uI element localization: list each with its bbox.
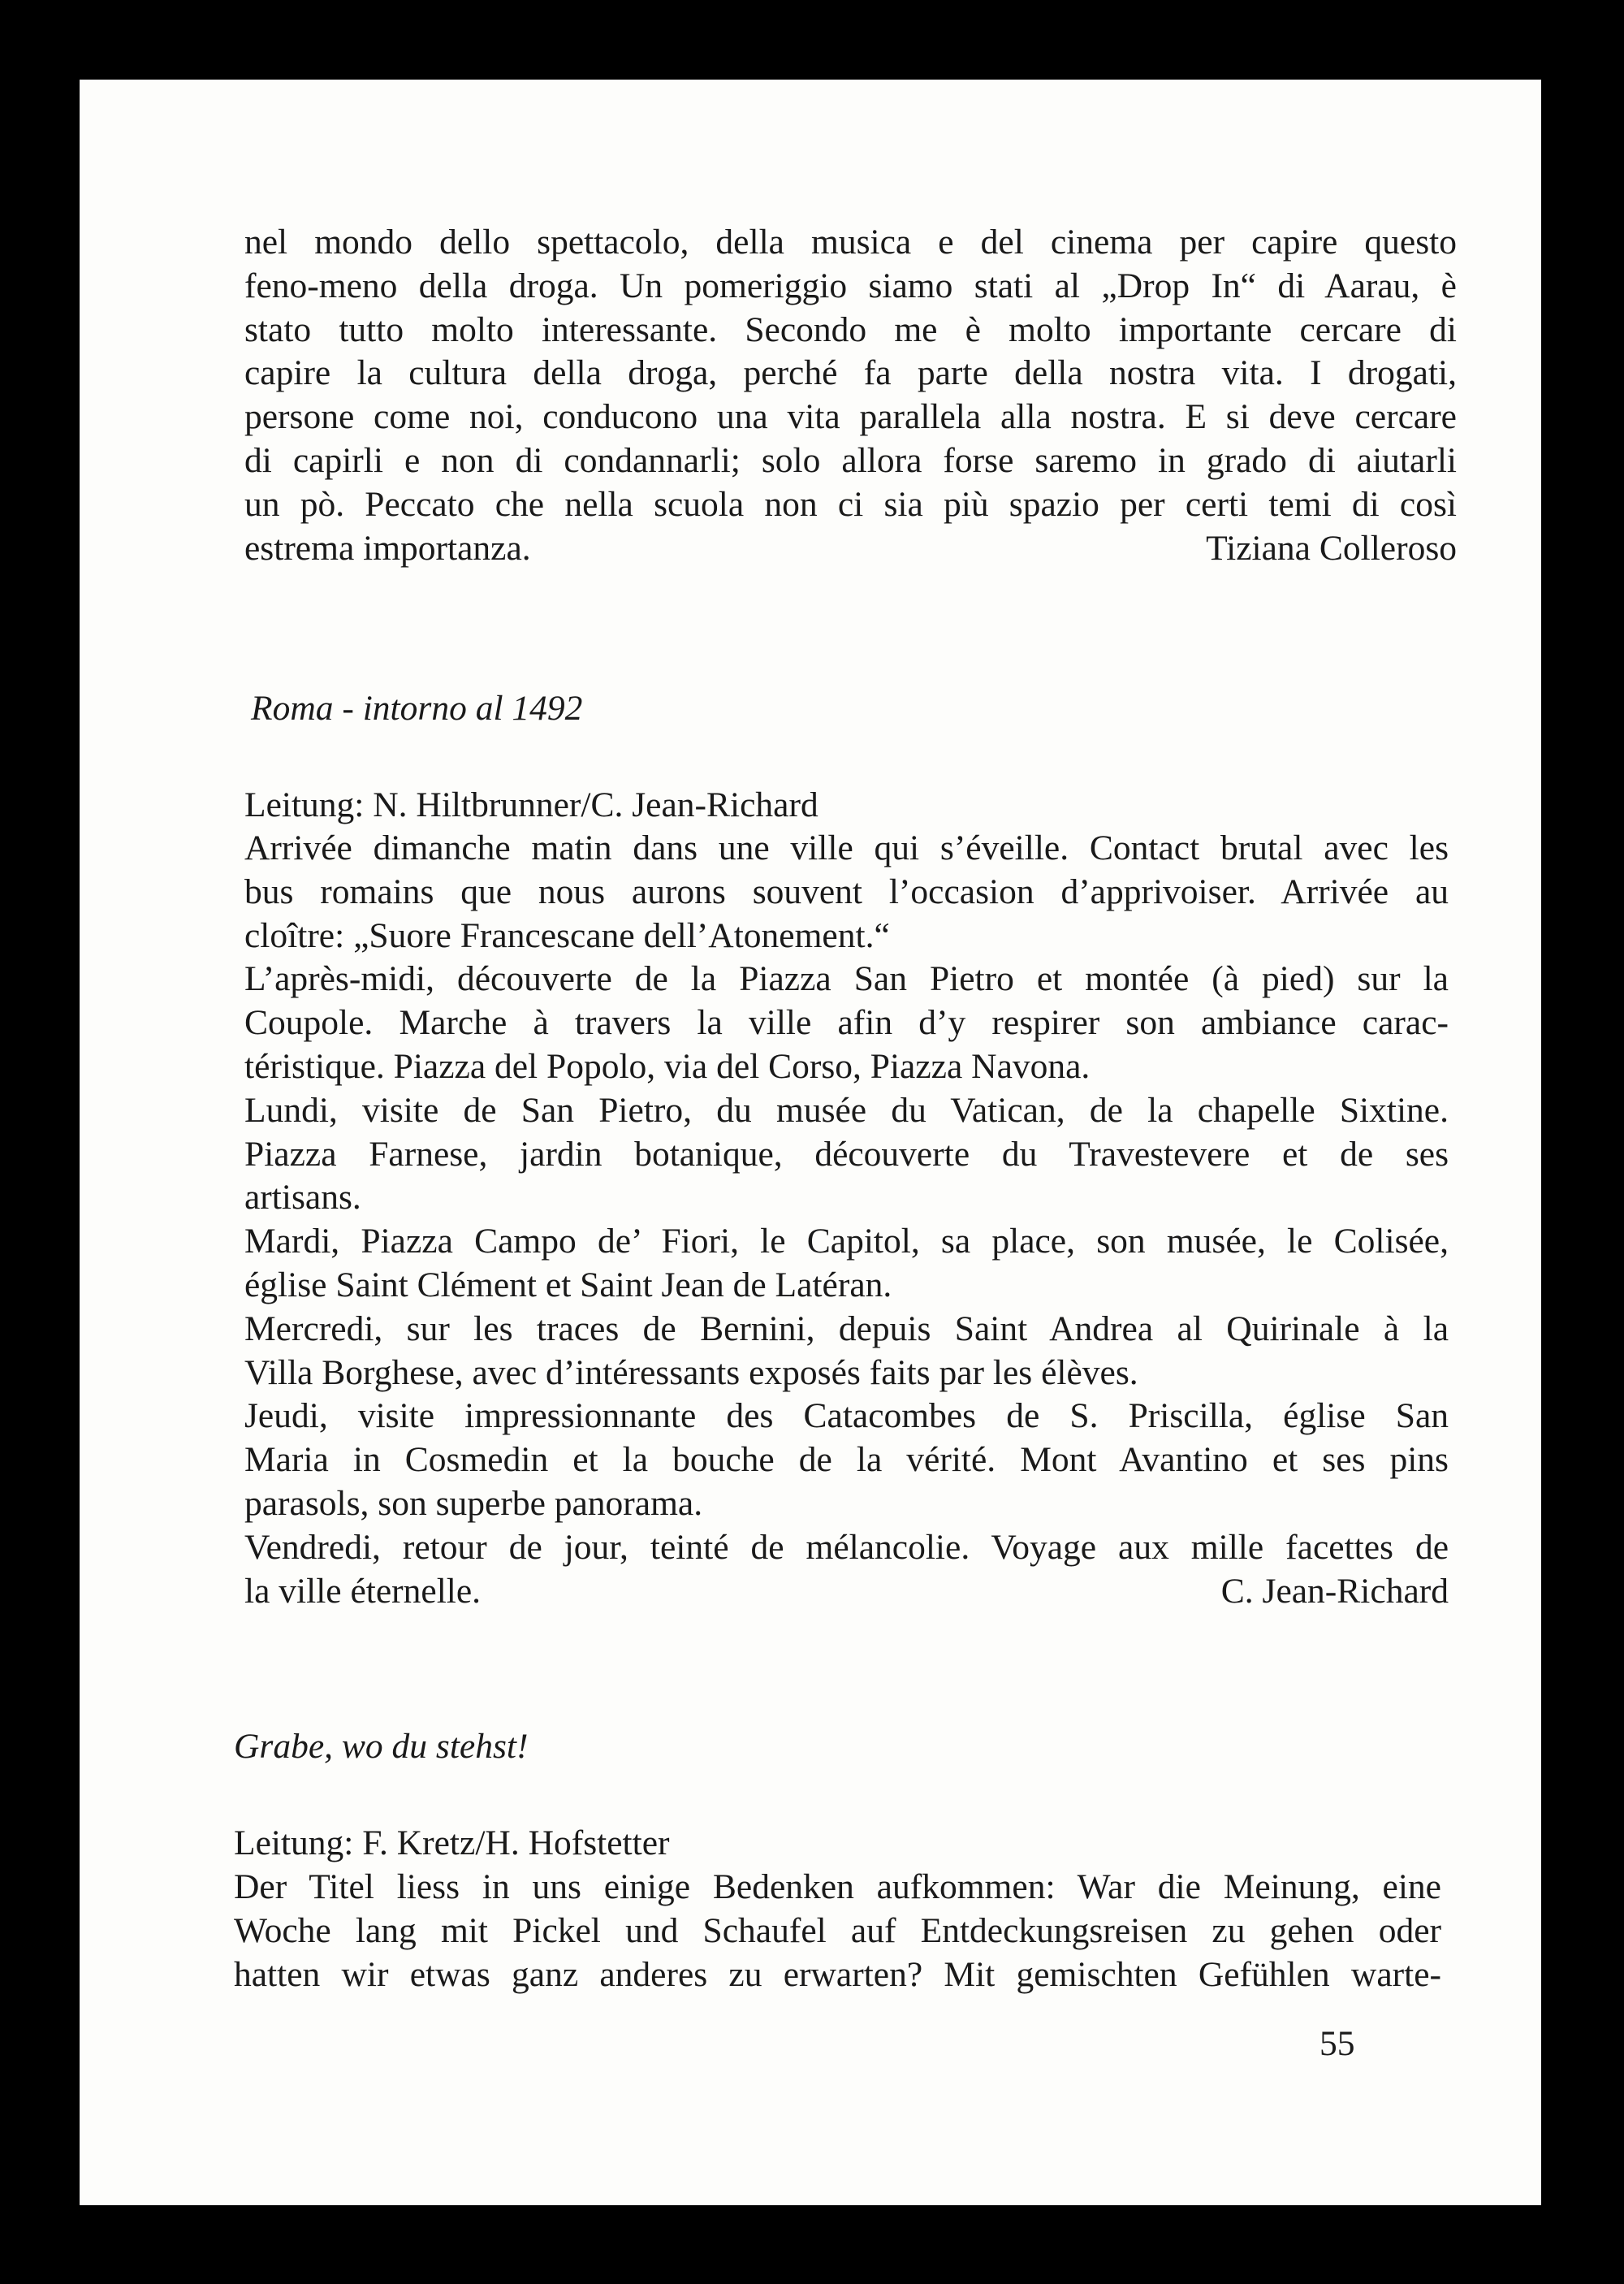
text-line: Villa Borghese, avec d’intéressants exposés faits par les élèves. xyxy=(244,1352,1138,1392)
text-line: nel mondo dello spettacolo, della musica e del cinema per capire questo xyxy=(244,223,1457,262)
text-line: L’après-midi, découverte de la Piazza San Pietro et montée (à pied) sur la xyxy=(244,959,1449,999)
text-line: capire la cultura della droga, perché fa parte della nostra vita. I drogati, xyxy=(244,353,1457,393)
text-line: téristique. Piazza del Popolo, via del Corso, Piazza Navona. xyxy=(244,1046,1091,1086)
text-line: Mardi, Piazza Campo de’ Fiori, le Capitol, sa place, son musée, le Colisée, xyxy=(244,1222,1449,1261)
author-signature: C. Jean-Richard xyxy=(1220,1571,1449,1611)
section-title-roma: Roma - intorno al 1492 xyxy=(251,689,583,728)
closing-line xyxy=(244,527,1457,571)
text-line: feno-meno della droga. Un pomeriggio siamo stati al „Drop In“ di Aarau, è xyxy=(244,266,1457,305)
text-line: Woche lang mit Pickel und Schaufel auf Entdeckungsreisen zu gehen oder xyxy=(234,1910,1441,1950)
page-number: 55 xyxy=(1320,2024,1355,2063)
text-line: artisans. xyxy=(244,1178,361,1218)
text-line: cloître: „Suore Francescane dell’Atonement.“ xyxy=(244,915,890,955)
text-line: hatten wir etwas ganz anderes zu erwarten? Mit gemischten Gefühlen warte- xyxy=(234,1954,1441,1994)
section-roma-text xyxy=(244,827,1449,1613)
text-line: di capirli e non di condannarli; solo allora forse saremo in grado di aiutarli xyxy=(244,440,1457,480)
author-signature: Tiziana Colleroso xyxy=(1206,528,1457,568)
text-line: la ville éternelle. xyxy=(244,1571,482,1611)
text-line: Jeudi, visite impressionnante des Catacombes de S. Priscilla, église San xyxy=(244,1396,1449,1436)
text-line: Der Titel liess in uns einige Bedenken aufkommen: War die Meinung, eine xyxy=(234,1867,1441,1906)
text-line: église Saint Clément et Saint Jean de Latéran. xyxy=(244,1265,892,1304)
text-line: stato tutto molto interessante. Secondo me è molto importante cercare di xyxy=(244,309,1457,349)
text-line: estrema importanza. xyxy=(244,528,531,568)
text-line: Piazza Farnese, jardin botanique, découverte du Travestevere et de ses xyxy=(244,1134,1449,1174)
text-line: Coupole. Marche à travers la ville afin d’y respirer son ambiance carac- xyxy=(244,1003,1449,1043)
section-drogen-text xyxy=(244,221,1457,570)
section-title-grabe: Grabe, wo du stehst! xyxy=(234,1727,529,1766)
text-line: Lundi, visite de San Pietro, du musée du Vatican, de la chapelle Sixtine. xyxy=(244,1090,1449,1130)
text-line: Vendredi, retour de jour, teinté de mélancolie. Voyage aux mille facettes de xyxy=(244,1527,1449,1567)
section-grabe-text xyxy=(234,1866,1441,1996)
document-page xyxy=(80,80,1541,2205)
text-line: bus romains que nous aurons souvent l’occasion d’apprivoiser. Arrivée au xyxy=(244,872,1449,911)
text-line: Maria in Cosmedin et la bouche de la vérité. Mont Avantino et ses pins xyxy=(244,1440,1449,1480)
leitung-grabe: Leitung: F. Kretz/H. Hofstetter xyxy=(234,1823,670,1862)
closing-line xyxy=(244,1570,1449,1614)
text-line: un pò. Peccato che nella scuola non ci sia più spazio per certi temi di così xyxy=(244,484,1457,524)
leitung-roma: Leitung: N. Hiltbrunner/C. Jean-Richard xyxy=(244,785,818,824)
text-line: Arrivée dimanche matin dans une ville qui s’éveille. Contact brutal avec les xyxy=(244,828,1449,867)
text-line: parasols, son superbe panorama. xyxy=(244,1483,703,1523)
text-line: persone come noi, conducono una vita parallela alla nostra. E si deve cercare xyxy=(244,397,1457,437)
text-line: Mercredi, sur les traces de Bernini, depuis Saint Andrea al Quirinale à la xyxy=(244,1309,1449,1348)
